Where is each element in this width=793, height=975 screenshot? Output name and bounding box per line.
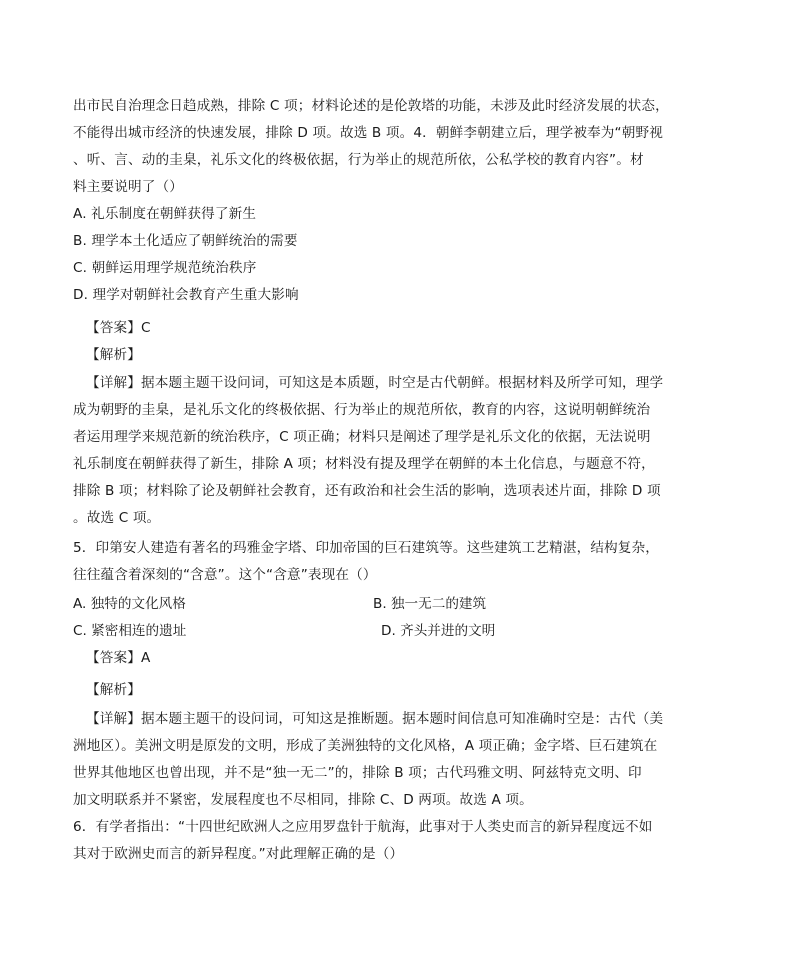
analysis-label: 【解析】 [86,682,141,698]
explanation-line: 礼乐制度在朝鲜获得了新生，排除 A 项；材料没有提及理学在朝鲜的本土化信息，与题意不符， [73,456,655,472]
explanation-line: 成为朝野的圭臬，是礼乐文化的终极依据、行为举止的规范所依，教育的内容，这说明朝鲜统治 [73,402,651,418]
text-line: 出市民自治理念日趋成熟，排除 C 项；材料论述的是伦敦塔的功能，未涉及此时经济发展的状态， [73,98,669,114]
option-c: C. 紧密相连的遗址 [73,623,187,639]
text-line: 不能得出城市经济的快速发展，排除 D 项。故选 B 项。4．朝鲜李朝建立后，理学被奉为“朝野视 [73,125,663,141]
question-5-stem: 往往蕴含着深刻的“含意”。这个“含意”表现在（） [73,567,377,583]
question-6: 6．有学者指出：“十四世纪欧洲人之应用罗盘针于航海，此事对于人类史而言的新异程度远不如 [73,819,653,835]
option-a: A. 独特的文化风格 [73,596,186,612]
question-5: 5．印第安人建造有著名的玛雅金字塔、印加帝国的巨石建筑等。这些建筑工艺精湛，结构复杂， [73,540,660,556]
explanation-line: 【详解】据本题主题干设问词，可知这是本质题，时空是古代朝鲜。根据材料及所学可知，理学 [86,375,664,391]
option-a: A. 礼乐制度在朝鲜获得了新生 [73,206,257,222]
explanation-line: 世界其他地区也曾出现，并不是“独一无二”的，排除 B 项；古代玛雅文明、阿兹特克文明、印 [73,765,642,781]
explanation-line: 【详解】据本题主题干的设问词，可知这是推断题。据本题时间信息可知准确时空是：古代（美 [86,711,664,727]
explanation-line: 排除 B 项；材料除了论及朝鲜社会教育，还有政治和社会生活的影响，选项表述片面，排除 D 项 [73,483,661,499]
explanation-line: 加文明联系并不紧密，发展程度也不尽相同，排除 C、D 两项。故选 A 项。 [73,792,533,808]
option-b: B. 独一无二的建筑 [373,596,487,612]
explanation-line: 。故选 C 项。 [73,510,161,526]
answer-label: 【答案】A [86,650,151,666]
option-d: D. 理学对朝鲜社会教育产生重大影响 [73,287,299,303]
answer-label: 【答案】C [86,320,151,336]
text-line: 、听、言、动的圭臬，礼乐文化的终极依据，行为举止的规范所依，公私学校的教育内容”。材 [73,152,644,168]
explanation-line: 者运用理学来规范新的统治秩序，C 项正确；材料只是阐述了理学是礼乐文化的依据，无法说明 [73,429,651,445]
option-c: C. 朝鲜运用理学规范统治秩序 [73,260,257,276]
question-stem: 料主要说明了（） [73,179,183,195]
question-6-stem: 其对于欧洲史而言的新异程度。”对此理解正确的是（） [73,846,404,862]
option-b: B. 理学本土化适应了朝鲜统治的需要 [73,233,298,249]
analysis-label: 【解析】 [86,347,141,363]
option-d: D. 齐头并进的文明 [381,623,496,639]
explanation-line: 洲地区）。美洲文明是原发的文明，形成了美洲独特的文化风格，A 项正确；金字塔、巨石建筑在 [73,738,658,754]
